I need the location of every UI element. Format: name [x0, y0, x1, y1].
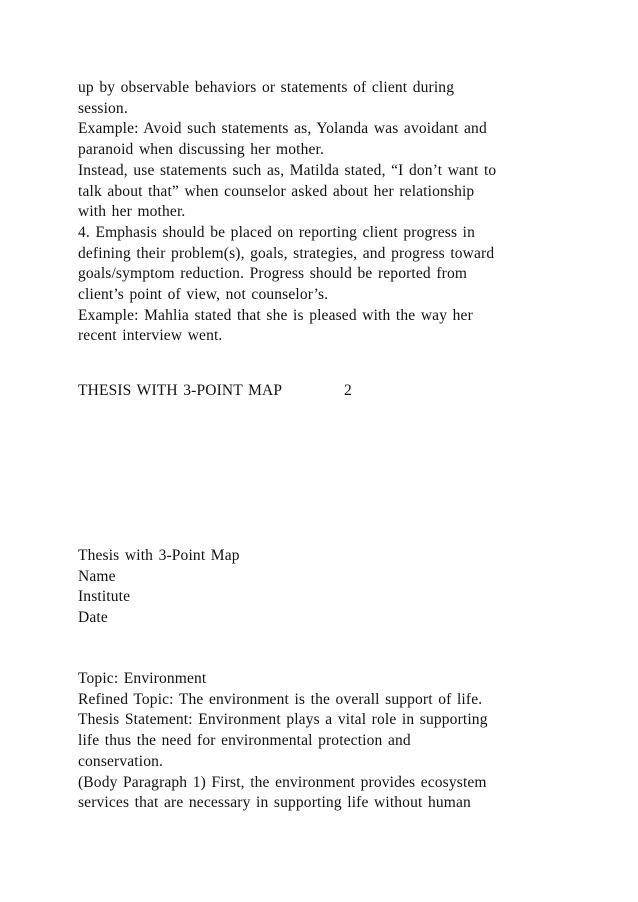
- text-line: goals/symptom reduction. Progress should be reported from: [78, 265, 468, 283]
- text-line: paranoid when discussing her mother.: [78, 141, 325, 159]
- text-line: session.: [78, 99, 128, 117]
- running-header-title: THESIS WITH 3-POINT MAP: [78, 382, 283, 399]
- thesis-statement-line: life thus the need for environmental protection and: [78, 732, 411, 750]
- page-number: 2: [344, 382, 352, 399]
- refined-topic-line: Refined Topic: The environment is the overall support of life.: [78, 690, 483, 708]
- paper-title: Thesis with 3-Point Map: [78, 547, 240, 564]
- text-line: 4. Emphasis should be placed on reporting client progress in: [78, 223, 476, 241]
- running-header: [78, 381, 568, 402]
- text-line: defining their problem(s), goals, strategies, and progress toward: [78, 244, 495, 262]
- previous-page-continuation: [78, 78, 568, 347]
- date: Date: [78, 609, 108, 627]
- institute: Institute: [78, 588, 131, 606]
- body-paragraph-line: services that are necessary in supporting life without human: [78, 794, 471, 812]
- text-line: client’s point of view, not counselor’s.: [78, 286, 329, 304]
- text-line: Example: Avoid such statements as, Yolanda was avoidant and: [78, 120, 487, 138]
- text-line: Instead, use statements such as, Matilda stated, “I don’t want to: [78, 161, 497, 179]
- text-line: recent interview went.: [78, 327, 223, 345]
- body-paragraph-line: (Body Paragraph 1) First, the environment provides ecosystem: [78, 773, 487, 791]
- text-line: talk about that” when counselor asked about her relationship: [78, 182, 475, 200]
- author-name: Name: [78, 567, 116, 585]
- topic-line: Topic: Environment: [78, 670, 207, 687]
- text-line: Example: Mahlia stated that she is pleased with the way her: [78, 306, 473, 324]
- text-line: with her mother.: [78, 203, 186, 221]
- thesis-statement-line: conservation.: [78, 752, 164, 770]
- title-block: [78, 546, 568, 629]
- text-line: up by observable behaviors or statements of client during: [78, 79, 455, 96]
- thesis-statement-line: Thesis Statement: Environment plays a vital role in supporting: [78, 711, 488, 729]
- topic-section: [78, 669, 568, 814]
